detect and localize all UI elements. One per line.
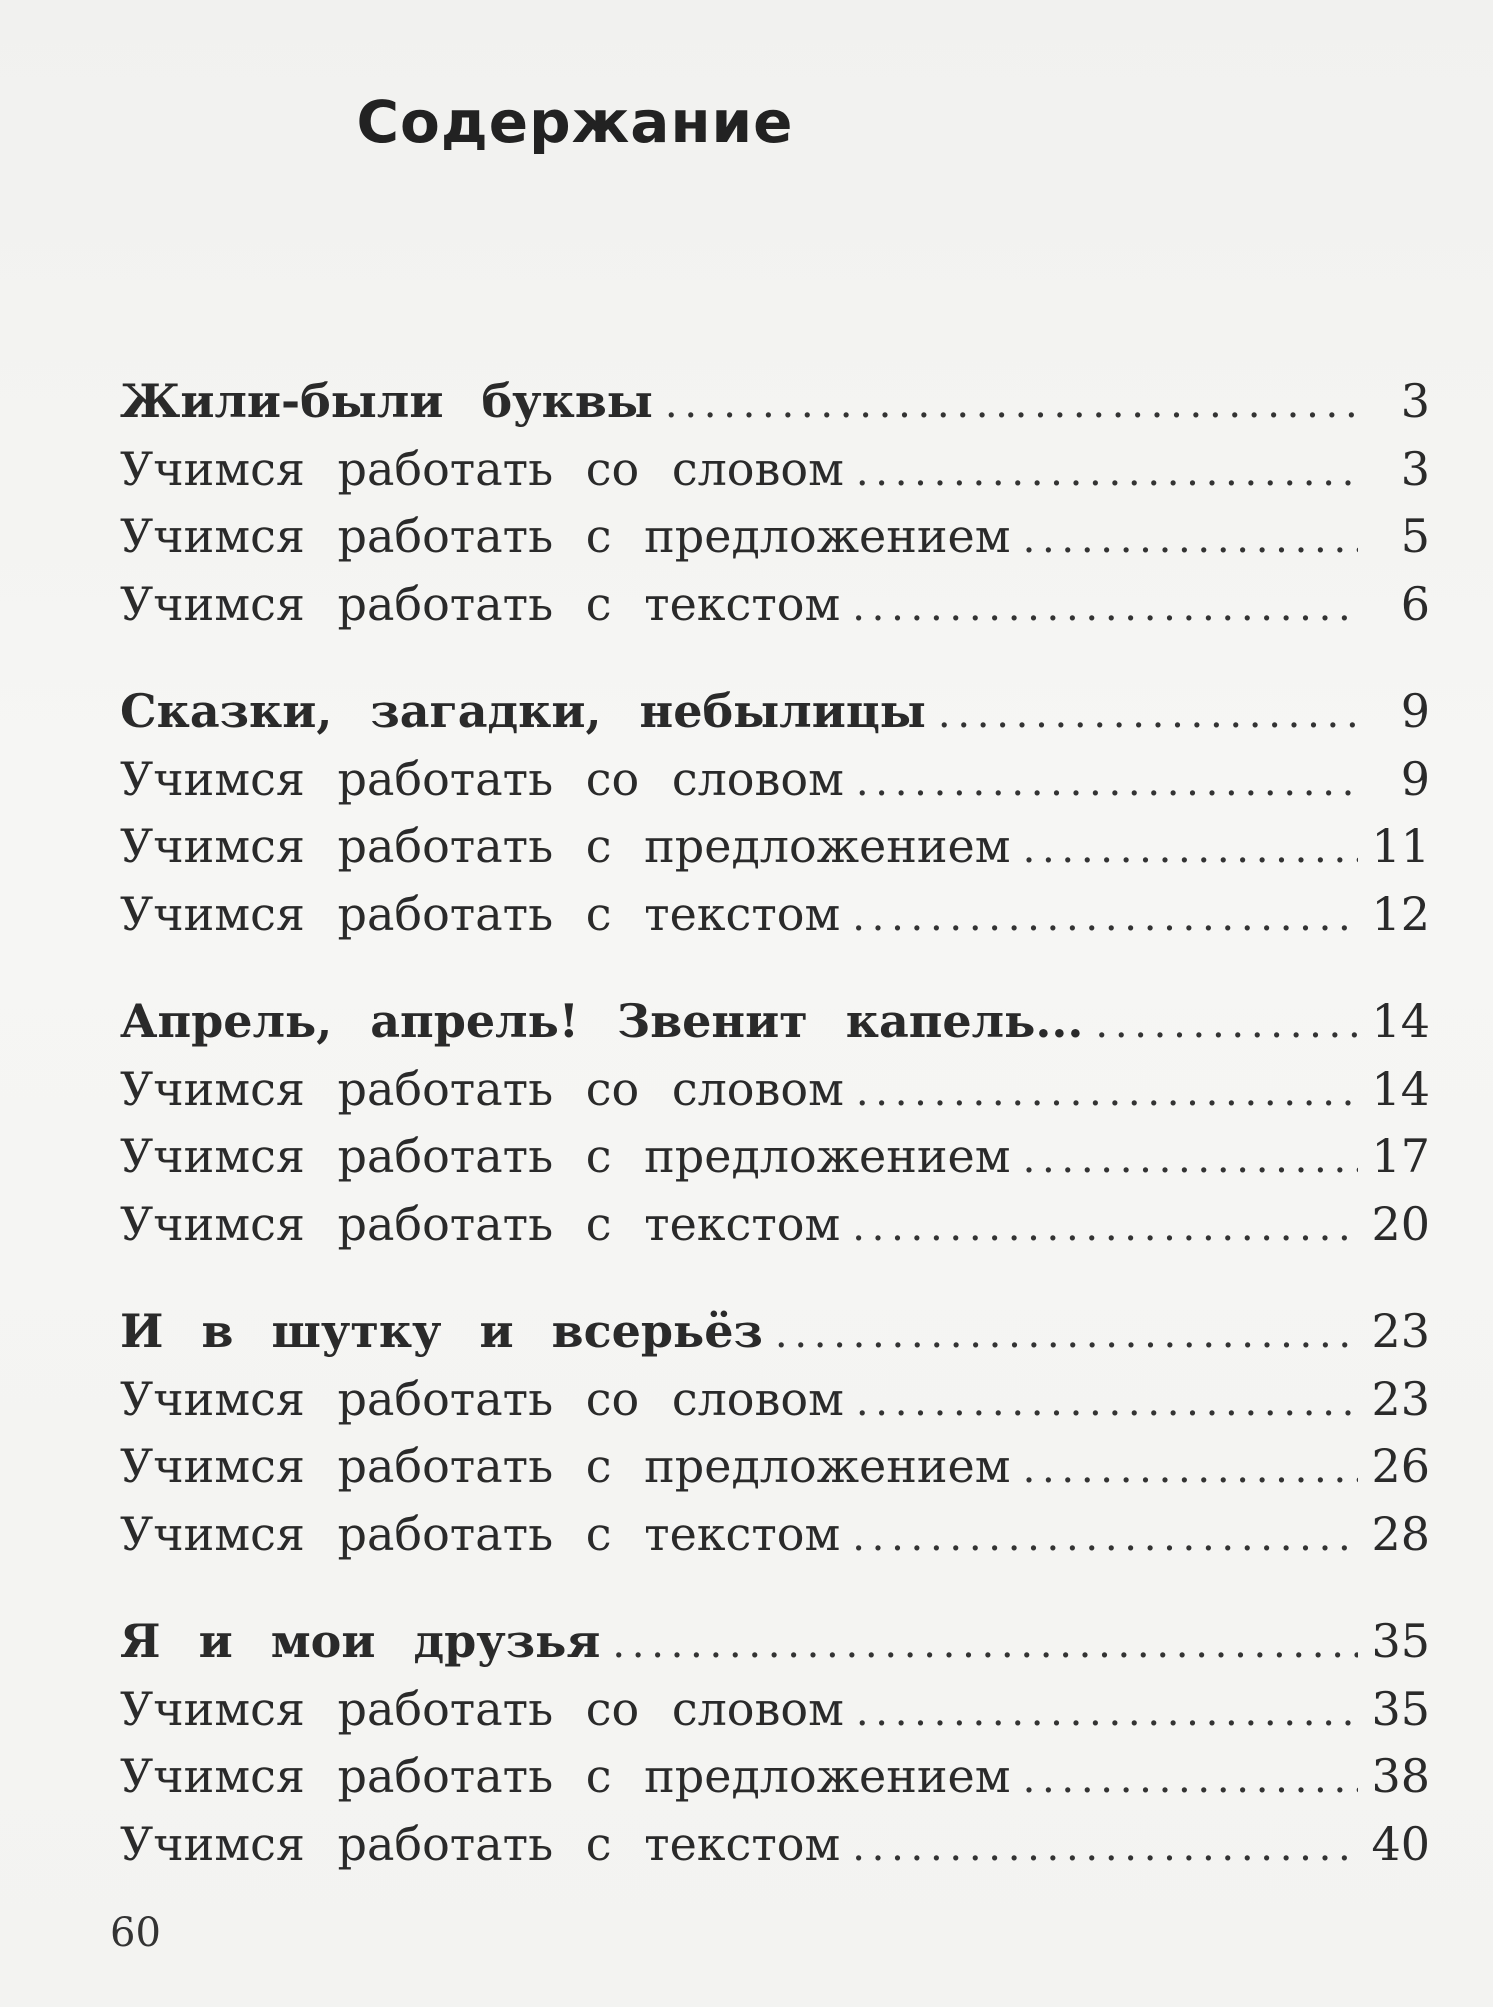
toc-heading-label: Апрель, апрель! Звенит капель...: [120, 994, 1084, 1048]
toc-section-heading[interactable]: [120, 1298, 1430, 1366]
toc-section: [120, 1608, 1430, 1878]
toc-page-number: 35: [1371, 1681, 1430, 1736]
table-of-contents: [120, 368, 1430, 1918]
toc-page-number: 3: [1400, 441, 1430, 496]
dot-leader: [1023, 1126, 1358, 1194]
toc-item-label: Учимся работать с предложением: [120, 509, 1011, 563]
toc-item[interactable]: [120, 881, 1430, 949]
toc-item[interactable]: [120, 436, 1430, 504]
toc-item-label: Учимся работать с предложением: [120, 819, 1011, 873]
dot-leader: [775, 1301, 1358, 1369]
toc-item[interactable]: [120, 1811, 1430, 1879]
toc-section-heading[interactable]: [120, 368, 1430, 436]
toc-item-label: Учимся работать с текстом: [120, 1816, 841, 1871]
toc-item[interactable]: [120, 1501, 1430, 1569]
toc-page-number: 6: [1400, 576, 1430, 631]
toc-item[interactable]: [120, 746, 1430, 814]
toc-item[interactable]: [120, 1676, 1430, 1744]
toc-item-label: Учимся работать со словом: [120, 1371, 844, 1426]
toc-item-label: Учимся работать со словом: [120, 751, 844, 806]
dot-leader: [612, 1611, 1358, 1679]
toc-page-number: 23: [1371, 1371, 1430, 1426]
dot-leader: [1095, 991, 1358, 1059]
toc-page-number: 14: [1371, 1061, 1430, 1116]
toc-item[interactable]: [120, 1433, 1430, 1501]
toc-item-label: Учимся работать со словом: [120, 441, 844, 496]
toc-item-label: Учимся работать с текстом: [120, 1196, 841, 1251]
toc-item-label: Учимся работать со словом: [120, 1681, 844, 1736]
toc-page-number: 38: [1371, 1749, 1430, 1803]
toc-page-number: 9: [1400, 751, 1430, 806]
toc-heading-label: И в шутку и всерьёз: [120, 1304, 763, 1358]
dot-leader: [1023, 1746, 1358, 1814]
toc-page-number: 23: [1371, 1304, 1430, 1358]
toc-item[interactable]: [120, 1123, 1430, 1191]
toc-page-number: 9: [1400, 684, 1430, 738]
toc-section: [120, 368, 1430, 638]
toc-page-number: 17: [1371, 1129, 1430, 1183]
toc-item-label: Учимся работать с текстом: [120, 576, 841, 631]
dot-leader: [852, 1814, 1358, 1882]
toc-section-heading[interactable]: [120, 1608, 1430, 1676]
toc-item-label: Учимся работать с текстом: [120, 1506, 841, 1561]
toc-item[interactable]: [120, 813, 1430, 881]
dot-leader: [856, 1059, 1358, 1127]
toc-page-number: 40: [1371, 1816, 1430, 1871]
toc-page-number: 5: [1400, 509, 1430, 563]
dot-leader: [1023, 1436, 1358, 1504]
dot-leader: [856, 439, 1358, 507]
toc-page-number: 35: [1371, 1614, 1430, 1668]
toc-page-number: 26: [1371, 1439, 1430, 1493]
toc-section: [120, 1298, 1430, 1568]
toc-heading-label: Жили-были буквы: [120, 374, 653, 428]
dot-leader: [852, 1194, 1358, 1262]
page-title: Содержание: [356, 88, 794, 156]
dot-leader: [1023, 816, 1358, 884]
dot-leader: [1023, 506, 1358, 574]
toc-page-number: 28: [1371, 1506, 1430, 1561]
toc-section-heading[interactable]: [120, 988, 1430, 1056]
dot-leader: [856, 1369, 1358, 1437]
dot-leader: [852, 574, 1358, 642]
toc-page-number: 11: [1371, 819, 1430, 873]
toc-item[interactable]: [120, 1366, 1430, 1434]
page-folio-number: 60: [110, 1910, 161, 1956]
toc-page-number: 12: [1371, 886, 1430, 941]
toc-section: [120, 678, 1430, 948]
dot-leader: [852, 1504, 1358, 1572]
toc-item[interactable]: [120, 1056, 1430, 1124]
dot-leader: [852, 884, 1358, 952]
toc-page-number: 3: [1400, 374, 1430, 428]
dot-leader: [856, 1679, 1358, 1747]
toc-page-number: 14: [1371, 994, 1430, 1048]
toc-item-label: Учимся работать с предложением: [120, 1129, 1011, 1183]
toc-section-heading[interactable]: [120, 678, 1430, 746]
dot-leader: [856, 749, 1358, 817]
toc-item-label: Учимся работать со словом: [120, 1061, 844, 1116]
toc-item-label: Учимся работать с текстом: [120, 886, 841, 941]
toc-item-label: Учимся работать с предложением: [120, 1749, 1011, 1803]
toc-item[interactable]: [120, 571, 1430, 639]
toc-item[interactable]: [120, 503, 1430, 571]
toc-item[interactable]: [120, 1191, 1430, 1259]
dot-leader: [665, 371, 1358, 439]
toc-page-number: 20: [1371, 1196, 1430, 1251]
dot-leader: [938, 681, 1358, 749]
toc-section: [120, 988, 1430, 1258]
toc-heading-label: Сказки, загадки, небылицы: [120, 684, 926, 738]
toc-item[interactable]: [120, 1743, 1430, 1811]
toc-heading-label: Я и мои друзья: [120, 1614, 601, 1668]
toc-item-label: Учимся работать с предложением: [120, 1439, 1011, 1493]
